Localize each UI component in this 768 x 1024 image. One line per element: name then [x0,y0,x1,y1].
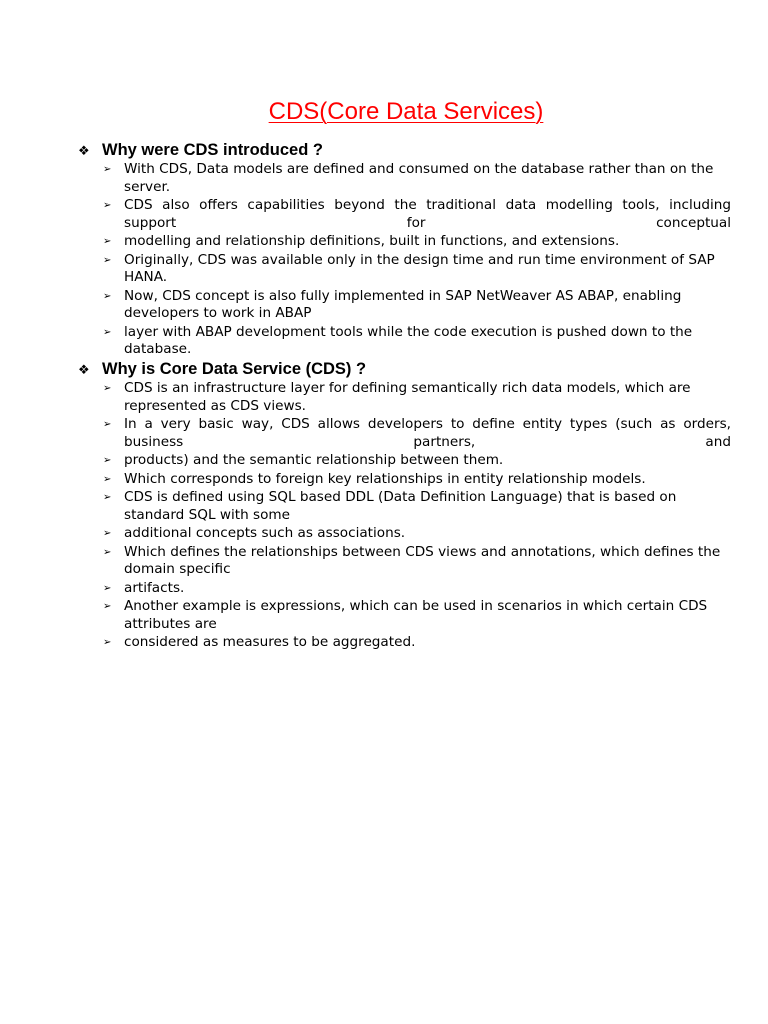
list-item [103,634,731,652]
list-item-text: CDS is an infrastructure layer for defining semantically rich data models, which are represented as CDS views. [124,380,691,414]
section-heading-text: Why is Core Data Service (CDS) ? [102,360,367,378]
list-item [103,324,731,359]
arrow-bullet-icon: ➢ [103,637,112,648]
arrow-bullet-icon: ➢ [103,236,112,247]
arrow-bullet-icon: ➢ [103,254,112,266]
list-item [103,416,731,451]
list-item-text: considered as measures to be aggregated. [124,634,416,650]
arrow-bullet-icon: ➢ [103,455,112,466]
list-item-text: Another example is expressions, which can be used in scenarios in which certain CDS attributes are [124,598,708,632]
diamond-bullet-icon: ❖ [78,143,90,158]
diamond-bullet-icon: ❖ [78,362,90,377]
arrow-bullet-icon: ➢ [103,492,112,503]
list-item-text: layer with ABAP development tools while the code execution is pushed down to the database. [124,323,693,357]
list-item [103,580,731,598]
bullet-list-why-introduced [103,161,731,360]
list-item [103,197,731,232]
list-item [103,598,731,633]
page-title: CDS(Core Data Services) [268,98,544,125]
list-item-text: With CDS, Data models are defined and consumed on the database rather than on the server. [124,161,714,195]
list-item [103,288,731,323]
arrow-bullet-icon: ➢ [103,200,112,211]
arrow-bullet-icon: ➢ [103,326,112,338]
list-item-text: CDS also offers capabilities beyond the traditional data modelling tools, including support for conceptual [124,197,731,231]
list-item-text: additional concepts such as associations. [124,525,406,541]
list-item [103,471,731,489]
list-item-text: Now, CDS concept is also fully implemented in SAP NetWeaver AS ABAP, enabling developers to work in ABAP [124,287,682,321]
list-item-text: modelling and relationship definitions, built in functions, and extensions. [124,233,620,249]
list-item-text: In a very basic way, CDS allows developers to define entity types (such as orders, business partners, and [124,416,731,450]
list-item-text: artifacts. [124,579,185,596]
arrow-bullet-icon: ➢ [103,383,112,394]
bullet-list-why-is-cds [103,380,731,653]
list-item-text: CDS is defined using SQL based DDL (Data Definition Language) that is based on standard SQL with some [124,489,677,523]
section-heading-text: Why were CDS introduced ? [102,141,323,159]
section-heading-why-introduced [78,140,323,161]
list-item-text: Originally, CDS was available only in the design time and run time environment of SAP HANA. [124,251,715,285]
list-item [103,233,731,251]
arrow-bullet-icon: ➢ [103,546,112,558]
list-item [103,525,731,543]
list-item-text: products) and the semantic relationship between them. [124,452,504,468]
arrow-bullet-icon: ➢ [103,601,112,612]
arrow-bullet-icon: ➢ [103,419,112,430]
list-item-text: Which corresponds to foreign key relationships in entity relationship models. [124,470,646,487]
arrow-bullet-icon: ➢ [103,290,112,302]
list-item [103,452,731,470]
list-item [103,489,731,524]
arrow-bullet-icon: ➢ [103,473,112,485]
list-item [103,161,731,196]
list-item [103,252,731,287]
section-heading-why-is-cds [78,359,366,380]
arrow-bullet-icon: ➢ [103,164,112,175]
list-item [103,544,731,579]
list-item-text: Which defines the relationships between CDS views and annotations, which defines the domain specific [124,543,721,577]
arrow-bullet-icon: ➢ [103,582,112,594]
arrow-bullet-icon: ➢ [103,528,112,539]
list-item [103,380,731,415]
